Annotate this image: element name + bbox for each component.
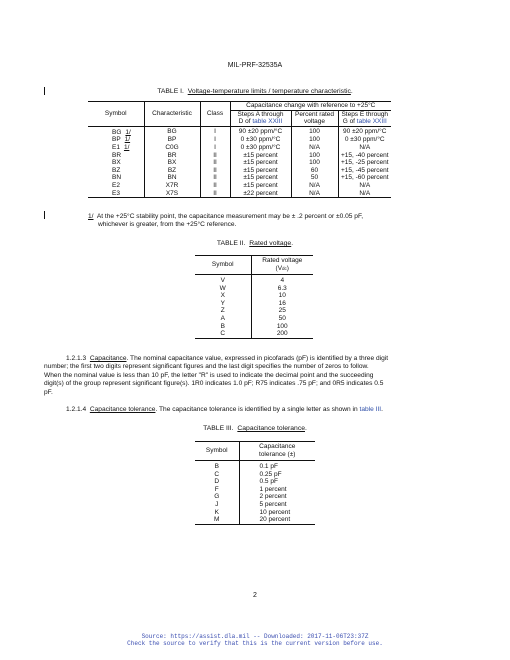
- table-row: [195, 300, 313, 308]
- steps-a-cell: ±15 percent: [230, 152, 291, 160]
- symbol-cell: C: [195, 471, 239, 479]
- steps-e-cell: 0 ±30 ppm/°C: [344, 136, 385, 144]
- steps-a-cell: ±15 percent: [230, 182, 291, 190]
- rated-voltage-cell: 25: [278, 307, 286, 315]
- steps-e-cell: N/A: [359, 143, 371, 151]
- class-cell: II: [200, 159, 230, 167]
- source-footer: Source: https://assist.dla.mil -- Downloaded: 2017-11-06T23:37Z Check the source to verify that this is the current version before use.: [127, 633, 383, 647]
- col-symbol-header: Symbol: [195, 256, 251, 275]
- col-characteristic-header: Characteristic: [144, 102, 200, 127]
- symbol-cell: [88, 136, 144, 144]
- symbol-cell: [88, 144, 144, 152]
- col-class-header: Class: [200, 102, 230, 127]
- symbol-cell: [88, 152, 144, 160]
- footnote-ref: 1/: [123, 143, 130, 151]
- table-row: [88, 152, 391, 160]
- rated-voltage-cell: 4: [280, 277, 285, 284]
- characteristic-cell: BG: [144, 126, 200, 136]
- tolerance-cell: 1 percent: [259, 485, 287, 493]
- steps-a-cell: ±15 percent: [230, 159, 291, 167]
- col-symbol-header: Symbol: [195, 442, 239, 461]
- characteristic-cell: BX: [144, 159, 200, 167]
- document-id: MIL-PRF-32535A: [227, 62, 283, 69]
- footnote-ref: 1/: [125, 128, 131, 136]
- table-row: [195, 275, 313, 285]
- symbol-text: BR: [112, 151, 122, 159]
- symbol-text: BG: [112, 128, 122, 136]
- symbol-cell: [88, 167, 144, 175]
- table-row: [88, 167, 391, 175]
- tolerance-cell: 5 percent: [259, 500, 287, 508]
- steps-a-cell: ±22 percent: [230, 190, 291, 198]
- table-row: [195, 486, 315, 494]
- symbol-cell: [88, 174, 144, 182]
- steps-e-cell: +15, -60 percent: [340, 174, 389, 182]
- rated-voltage-cell: 6.3: [277, 284, 287, 292]
- tolerance-cell: 0.25 pF: [259, 470, 282, 478]
- symbol-cell: A: [195, 315, 251, 323]
- steps-e-cell: 90 ±20 ppm/°C: [343, 127, 387, 135]
- table-xxiii-link[interactable]: table XXIII: [356, 118, 387, 126]
- class-cell: II: [200, 152, 230, 160]
- characteristic-cell: BR: [144, 152, 200, 160]
- paragraph-capacitance: 1.2.1.3 Capacitance. The nominal capacitance value, expressed in picofarads (pF) is identified by a three digit number; the first two digits represent significant figures and the last digit specifies the number of zeros to follow. When the nominal value is less than 10 pF, the letter "R" is used to indicate the decimal point and the succeeding digit(s) of the group represent significant figure(s). 1R0 indicates 1.0 pF; R75 indicates .75 pF; and 0R5 indicates 0.5 pF.: [44, 355, 389, 396]
- tolerance-cell: 10 percent: [259, 508, 291, 516]
- symbol-text: E1: [112, 143, 120, 151]
- steps-a-cell: ±15 percent: [230, 167, 291, 175]
- symbol-text: E2: [112, 181, 120, 189]
- tolerance-cell: 20 percent: [239, 516, 315, 524]
- table1: [88, 101, 391, 198]
- steps-e-cell: +15, -25 percent: [340, 159, 389, 167]
- table-row: [195, 509, 315, 517]
- rated-voltage-cell: N/A: [291, 190, 338, 198]
- symbol-text: BP: [112, 136, 121, 144]
- rated-voltage-cell: 50: [291, 174, 338, 182]
- page-number: 2: [253, 592, 257, 599]
- rated-voltage-cell: 100: [291, 159, 338, 167]
- symbol-text: BX: [112, 159, 121, 167]
- table-row: [195, 461, 315, 471]
- table-iii-link[interactable]: table III: [359, 406, 382, 413]
- symbol-cell: J: [195, 501, 239, 509]
- class-cell: I: [200, 144, 230, 152]
- class-cell: I: [200, 126, 230, 136]
- col-tolerance-header: Capacitance tolerance (±): [239, 442, 315, 461]
- rated-voltage-cell: 16: [278, 299, 286, 307]
- characteristic-cell: BP: [144, 136, 200, 144]
- steps-a-cell: 0 ±30 ppm/°C: [230, 136, 291, 144]
- symbol-cell: [88, 190, 144, 198]
- class-cell: II: [200, 182, 230, 190]
- tolerance-cell: 0.1 pF: [259, 463, 278, 470]
- class-cell: II: [200, 167, 230, 175]
- table-xxiii-link[interactable]: table XXIII: [252, 118, 283, 126]
- symbol-cell: [88, 126, 144, 136]
- class-cell: II: [200, 190, 230, 198]
- symbol-cell: B: [195, 461, 239, 471]
- table-row: [195, 516, 315, 524]
- rated-voltage-cell: 100: [291, 136, 338, 144]
- rated-voltage-cell: 100: [291, 126, 338, 136]
- symbol-cell: V: [195, 275, 251, 285]
- group-header: Capacitance change with reference to +25°C: [230, 102, 391, 111]
- characteristic-cell: X7S: [144, 190, 200, 198]
- table-row: [88, 126, 391, 136]
- symbol-cell: [88, 159, 144, 167]
- symbol-cell: W: [195, 285, 251, 293]
- rated-voltage-cell: N/A: [291, 182, 338, 190]
- rated-voltage-cell: 50: [278, 314, 286, 322]
- table-row: [195, 292, 313, 300]
- rated-voltage-cell: N/A: [291, 144, 338, 152]
- table-row: [88, 174, 391, 182]
- characteristic-cell: X7R: [144, 182, 200, 190]
- col-steps-a-header: Steps A through D of table XXIII: [230, 110, 291, 126]
- table-row: [88, 190, 391, 198]
- steps-e-cell: N/A: [359, 181, 371, 189]
- table-row: [195, 471, 315, 479]
- symbol-text: BZ: [112, 166, 121, 174]
- tolerance-cell: 0.5 pF: [259, 478, 278, 486]
- footnote-ref: 1/: [124, 136, 131, 144]
- characteristic-cell: C0G: [144, 144, 200, 152]
- col-rated-voltage-header: Rated voltage (Vdc): [251, 256, 313, 275]
- class-cell: II: [200, 174, 230, 182]
- symbol-cell: B: [195, 323, 251, 331]
- steps-a-cell: 0 ±30 ppm/°C: [230, 144, 291, 152]
- symbol-cell: K: [195, 509, 239, 517]
- col-symbol-header: Symbol: [88, 102, 144, 127]
- rated-voltage-cell: 100: [291, 152, 338, 160]
- symbol-cell: D: [195, 478, 239, 486]
- symbol-cell: F: [195, 486, 239, 494]
- table1-footnote: 1/ At the +25°C stability point, the capacitance measurement may be ± .2 percent or ±0.05 pF, whichever is greater, from the +25°C reference.: [88, 213, 364, 228]
- rated-voltage-cell: 100: [276, 322, 288, 330]
- steps-e-cell: +15, -45 percent: [340, 166, 389, 174]
- symbol-text: BN: [112, 174, 122, 182]
- table-row: [195, 478, 315, 486]
- change-bar: [44, 211, 45, 219]
- characteristic-cell: BN: [144, 174, 200, 182]
- characteristic-cell: BZ: [144, 167, 200, 175]
- table-row: [195, 493, 315, 501]
- symbol-cell: Z: [195, 307, 251, 315]
- table3: [195, 441, 315, 525]
- steps-a-cell: ±15 percent: [230, 174, 291, 182]
- table1-title: TABLE I. Voltage-temperature limits / temperature characteristic.: [157, 88, 353, 95]
- rated-voltage-cell: 10: [278, 292, 286, 300]
- table-row: [88, 182, 391, 190]
- col-steps-e-header: Steps E through G of table XXIII: [338, 110, 391, 126]
- table2: [195, 255, 313, 339]
- table-row: [195, 323, 313, 331]
- col-rated-header: Percent rated voltage: [291, 110, 338, 126]
- symbol-cell: [88, 182, 144, 190]
- tolerance-cell: 2 percent: [259, 493, 287, 501]
- paragraph-capacitance-tolerance: 1.2.1.4 Capacitance tolerance. The capacitance tolerance is identified by a single letter as shown in table III.: [66, 406, 383, 413]
- table-row: [195, 307, 313, 315]
- table-row: [88, 144, 391, 152]
- steps-e-cell: N/A: [338, 190, 391, 198]
- class-cell: I: [200, 136, 230, 144]
- symbol-cell: M: [195, 516, 239, 524]
- symbol-cell: X: [195, 292, 251, 300]
- symbol-cell: Y: [195, 300, 251, 308]
- table-row: [195, 285, 313, 293]
- symbol-cell: C: [195, 330, 251, 338]
- table2-title: TABLE II. Rated voltage.: [216, 240, 294, 247]
- symbol-cell: G: [195, 493, 239, 501]
- table-row: [195, 501, 315, 509]
- table3-title: TABLE III. Capacitance tolerance.: [203, 425, 307, 432]
- steps-e-cell: +15, -40 percent: [340, 151, 389, 159]
- steps-a-cell: 90 ±20 ppm/°C: [230, 126, 291, 136]
- table-row: [195, 315, 313, 323]
- rated-voltage-cell: 60: [291, 167, 338, 175]
- rated-voltage-cell: 200: [251, 330, 313, 338]
- table-row: [195, 330, 313, 338]
- table-row: [88, 159, 391, 167]
- symbol-text: E3: [112, 189, 120, 197]
- table-row: [88, 136, 391, 144]
